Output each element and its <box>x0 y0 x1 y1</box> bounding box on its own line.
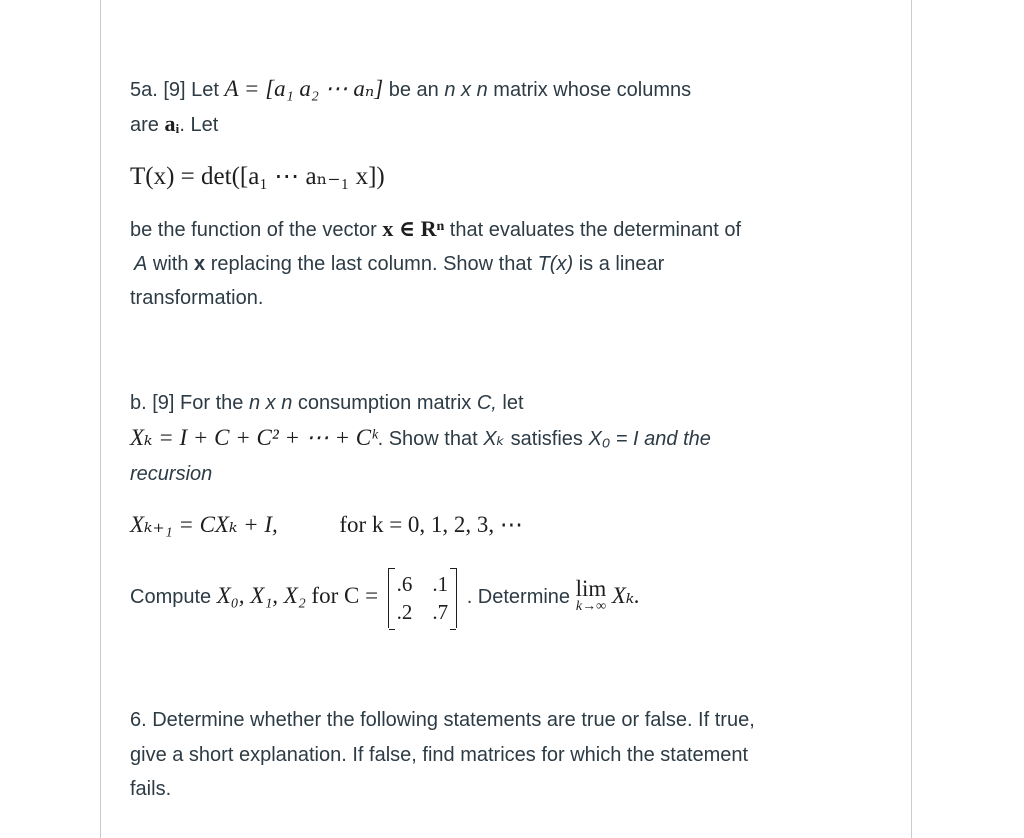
q5a-line4: A with x replacing the last column. Show that T(x) is a linear <box>134 253 665 275</box>
q5b-line2: Xₖ = I + C + C² + ⋯ + Cᵏ. Show that Xₖ satisfies X₀ = I and the <box>130 425 711 450</box>
matrix-A-definition: A = [a₁ a₂ ⋯ aₙ] <box>224 76 384 101</box>
q5a-line5: transformation. <box>130 287 264 309</box>
q5a-formula <box>130 160 890 195</box>
q5a-line3: be the function of the vector x ∈ Rⁿ that evaluates the determinant of <box>130 216 742 241</box>
q6-line1: 6. Determine whether the following statements are true or false. If true, <box>130 709 755 731</box>
q5a-line1: 5a. [9] Let A = [a₁ a₂ ⋯ aₙ] be an n x n matrix whose columns <box>130 76 692 101</box>
q5a-line2: are aᵢ. Let <box>130 111 219 136</box>
limit-expression: lim k→∞ <box>575 575 607 614</box>
q5b-line3: recursion <box>130 463 213 485</box>
q5b-label: b. [9] For the <box>130 392 244 414</box>
matrix-C-row: .2 .7 <box>396 599 449 624</box>
matrix-C-row: .6 .1 <box>396 571 449 596</box>
q5a-label: 5a. [9] <box>130 79 186 101</box>
q5b-line1: b. [9] For the n x n consumption matrix C, let <box>130 392 524 414</box>
T-formula: T(x) = det([a₁ ⋯ aₙ₋₁ x]) <box>130 163 385 190</box>
matrix-C <box>388 568 458 628</box>
Xk-formula: Xₖ = I + C + C² + ⋯ + Cᵏ <box>130 425 378 450</box>
q6-line3: fails. <box>130 778 172 800</box>
q5b-recursion-formula: Xₖ₊₁ = CXₖ + I, for k = 0, 1, 2, 3, ⋯ <box>130 512 523 537</box>
q6-line2: give a short explanation. If false, find matrices for which the statement <box>130 744 749 766</box>
q5b-compute-line: Compute X₀, X₁, X₂ for C = .6 .1 .2 .7 . Determine lim k→∞ Xₖ. <box>130 562 890 631</box>
